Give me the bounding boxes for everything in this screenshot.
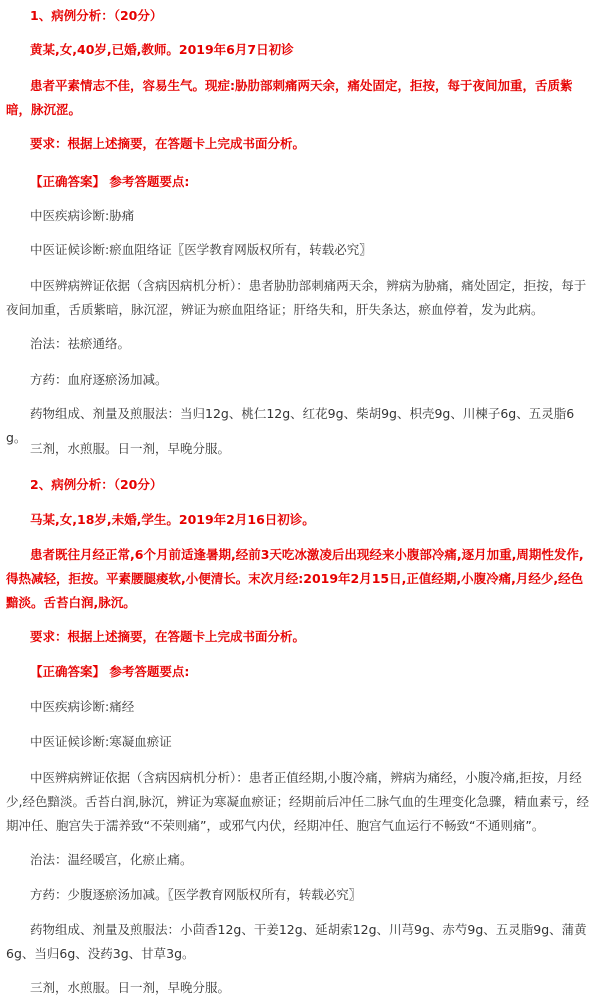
- case1-prescription: 方药：血府逐瘀汤加减。: [30, 372, 168, 387]
- case1-basis: 中医辨病辨证依据（含病因病机分析）：患者胁肋部刺痛两天余，辨病为胁痛，痛处固定，拒按，每于夜间加重，舌质紫暗，脉沉涩，辨证为瘀血阻络证；肝络失和，肝失条达，瘀血停着，发为此病。: [6, 278, 587, 317]
- case1-dosage: 三剂，水煎服。日一剂，早晚分服。: [30, 441, 231, 456]
- case2-answer-header: 【正确答案】 参考答题要点:: [30, 664, 190, 679]
- case2-prescription: 方药：少腹逐瘀汤加减。〖医学教育网版权所有，转载必究〗: [30, 887, 362, 902]
- case2-heading: 2、病例分析：（20分）: [30, 477, 163, 492]
- case1-patient-info: 黄某,女,40岁,已婚,教师。2019年6月7日初诊: [30, 42, 294, 57]
- case2-diagnosis: 中医疾病诊断:痛经: [30, 699, 135, 714]
- case2-dosage: 三剂，水煎服。日一剂，早晚分服。: [30, 980, 231, 995]
- case1-syndrome: 中医证候诊断:瘀血阻络证〖医学教育网版权所有，转载必究〗: [30, 242, 372, 257]
- case1-complaint: 患者平素情志不佳，容易生气。现症:胁肋部刺痛两天余，痛处固定，拒按，每于夜间加重，舌质紫暗，脉沉涩。: [6, 78, 573, 117]
- case2-syndrome: 中医证候诊断:寒凝血瘀证: [30, 734, 172, 749]
- case1-requirement: 要求：根据上述摘要，在答题卡上完成书面分析。: [30, 136, 306, 151]
- case1-diagnosis: 中医疾病诊断:胁痛: [30, 208, 135, 223]
- case2-composition: 药物组成、剂量及煎服法：小茴香12g、干姜12g、延胡索12g、川芎9g、赤芍9g、五灵脂9g、蒲黄6g、当归6g、没药3g、甘草3g。: [6, 922, 587, 961]
- case1-heading: 1、病例分析：（20分）: [30, 8, 163, 23]
- case1-method: 治法：祛瘀通络。: [30, 336, 131, 351]
- case1-composition: 药物组成、剂量及煎服法：当归12g、桃仁12g、红花9g、柴胡9g、枳壳9g、川楝子6g、五灵脂6g。: [6, 406, 575, 445]
- case2-complaint: 患者既往月经正常,6个月前适逢暑期,经前3天吃冰激凌后出现经来小腹部冷痛,逐月加重,周期性发作,得热减轻，拒按。平素腰腿痠软,小便清长。末次月经:2019年2月15日,正值经期,小腹冷痛,月经少,经色黯淡。舌苔白润,脉沉。: [6, 547, 584, 610]
- case2-basis: 中医辨病辨证依据（含病因病机分析）：患者正值经期,小腹冷痛，辨病为痛经，小腹冷痛,拒按，月经少,经色黯淡。舌苔白润,脉沉，辨证为寒凝血瘀证；经期前后冲任二脉气血的生理变化急骤，精血素亏，经期冲任、胞宫失于濡养致“不荣则痛”，或邪气内伏，经期冲任、胞宫气血运行不畅致“不通则痛”。: [6, 770, 589, 833]
- case2-requirement: 要求：根据上述摘要，在答题卡上完成书面分析。: [30, 629, 306, 644]
- case1-answer-header: 【正确答案】 参考答题要点:: [30, 174, 190, 189]
- case2-patient-info: 马某,女,18岁,未婚,学生。2019年2月16日初诊。: [30, 512, 315, 527]
- case2-method: 治法：温经暖宫，化瘀止痛。: [30, 852, 193, 867]
